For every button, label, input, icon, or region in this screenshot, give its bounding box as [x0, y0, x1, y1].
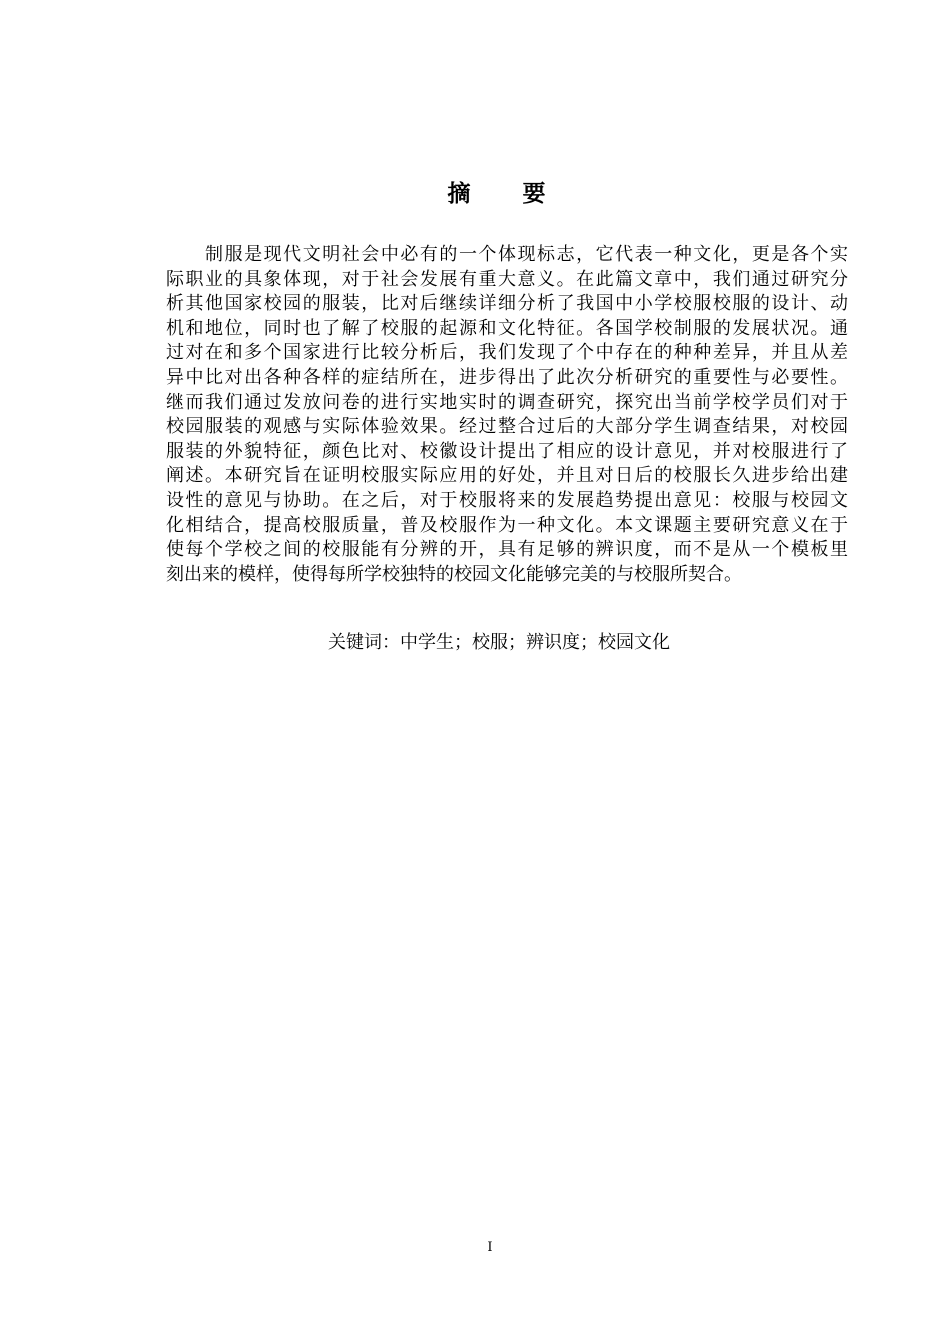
keywords: 关键词：中学生；校服；辨识度；校园文化: [328, 632, 670, 653]
abstract-title: 摘 要: [447, 181, 568, 207]
abstract-line: 设性的意见与协助。在之后，对于校服将来的发展趋势提出意见：校服与校园文: [166, 489, 848, 511]
abstract-line: 过对在和多个国家进行比较分析后，我们发现了个中存在的种种差异，并且从差: [166, 342, 848, 364]
page-number: I: [487, 1240, 493, 1255]
abstract-line: 校园服装的观感与实际体验效果。经过整合过后的大部分学生调查结果，对校园: [166, 416, 848, 438]
abstract-line: 刻出来的模样，使得每所学校独特的校园文化能够完美的与校服所契合。: [166, 563, 742, 585]
abstract-body: [166, 243, 848, 587]
abstract-line: 际职业的具象体现，对于社会发展有重大意义。在此篇文章中，我们通过研究分: [166, 268, 848, 290]
abstract-line: 机和地位，同时也了解了校服的起源和文化特征。各国学校制服的发展状况。通: [166, 317, 848, 339]
abstract-line: 继而我们通过发放问卷的进行实地实时的调查研究，探究出当前学校学员们对于: [166, 391, 848, 413]
abstract-line: 使每个学校之间的校服能有分辨的开，具有足够的辨识度，而不是从一个模板里: [166, 539, 848, 561]
abstract-line: 析其他国家校园的服装，比对后继续详细分析了我国中小学校服校服的设计、动: [166, 293, 848, 315]
abstract-line: 服装的外貌特征，颜色比对、校徽设计提出了相应的设计意见，并对校服进行了: [166, 440, 848, 462]
abstract-line: 化相结合，提高校服质量，普及校服作为一种文化。本文课题主要研究意义在于: [166, 514, 848, 536]
abstract-line: 制服是现代文明社会中必有的一个体现标志，它代表一种文化，更是各个实: [166, 244, 848, 265]
abstract-line: 阐述。本研究旨在证明校服实际应用的好处，并且对日后的校服长久进步给出建: [166, 465, 848, 487]
abstract-line: 异中比对出各种各样的症结所在，进步得出了此次分析研究的重要性与必要性。: [166, 366, 848, 388]
